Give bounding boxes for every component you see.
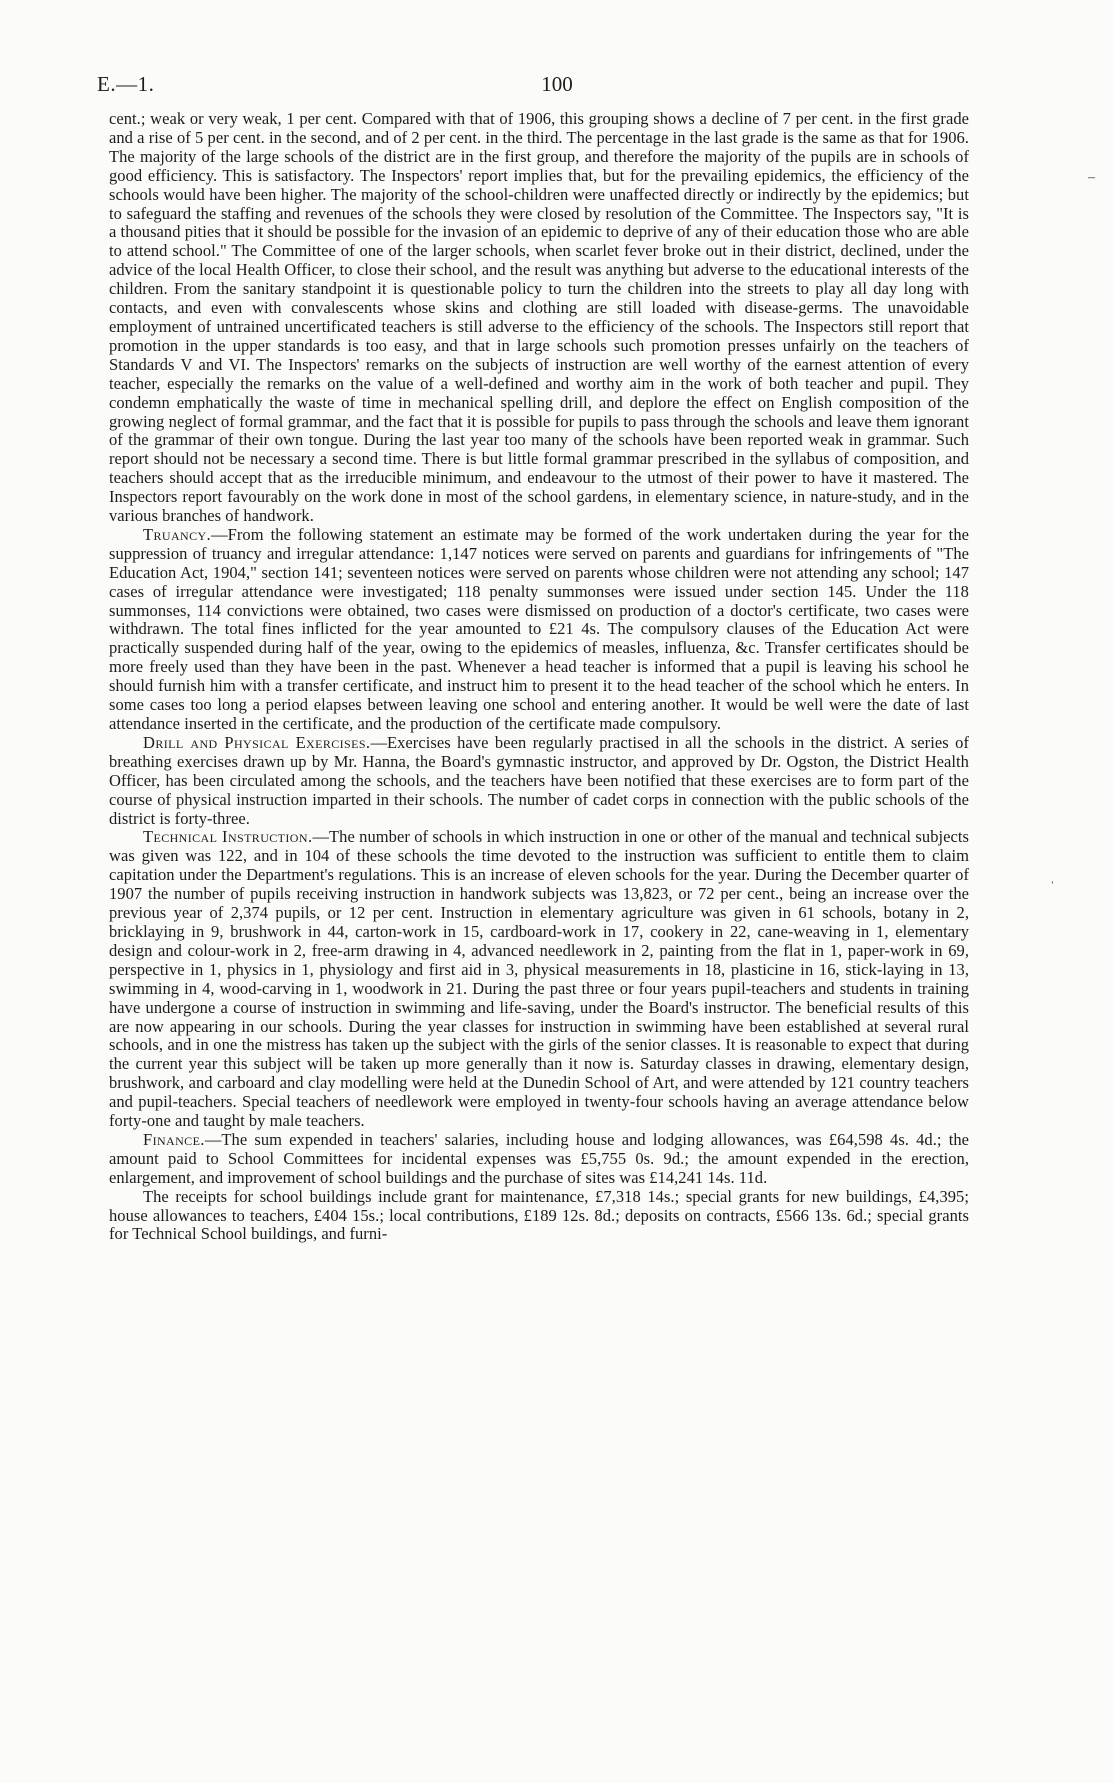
paragraph-technical (109, 828, 969, 1131)
paragraph-text: —The number of schools in which instruction in one or other of the manual and technical subjects was given was 122, and in 104 of these schools the time devoted to the instruction was sufficient to entitle them to claim capitation under the Department's regulations. This is an increase of eleven schools for the year. During the December quarter of 1907 the number of pupils receiving instruction in handwork subjects was 13,823, or 72 per cent., being an increase over the previous year of 2,374 pupils, or 12 per cent. Instruction in elementary agriculture was given in 61 schools, botany in 2, bricklaying in 9, brushwork in 44, carton-work in 15, cardboard-work in 17, cookery in 22, cane-weaving in 1, elementary design and colour-work in 2, free-arm drawing in 4, advanced needlework in 2, painting from the flat in 1, paper-work in 69, perspective in 1, physics in 1, physiology and first aid in 3, physical measurements in 18, plasticine in 16, stick-laying in 13, swimming in 4, wood-carving in 1, woodwork in 21. During the past three or four years pupil-teachers and students in training have undergone a course of instruction in swimming and life-saving, under the Board's instructor. The beneficial results of this are now appearing in our schools. During the year classes for instruction in swimming have been established at several rural schools, and in one the mistress has taken up the subject with the girls of the senior classes. It is reasonable to expect that during the current year this subject will be taken up more generally than it now is. Saturday classes in drawing, elementary design, brushwork, and carboard and clay modelling were held at the Dunedin School of Art, and were attended by 121 country teachers and pupil-teachers. Special teachers of needlework were employed in twenty-four schools having an average attendance below forty-one and taught by male teachers. (109, 827, 969, 1131)
section-heading: Truancy. (143, 524, 212, 544)
paragraph-text: —From the following statement an estimate may be formed of the work undertaken during the year for the suppression of truancy and irregular attendance: 1,147 notices were served on parents and guardians for infringements of "The Education Act, 1904," section 141; seventeen notices were served on parents whose children were not attending any school; 147 cases of irregular attendance were investigated; 118 penalty summonses were issued under section 145. Under the 118 summonses, 114 convictions were obtained, two cases were dismissed on production of a doctor's certificate, two cases were withdrawn. The total fines inflicted for the year amounted to £21 4s. The compulsory clauses of the Education Act were practically suspended during half of the year, owing to the epidemics of measles, influenza, &c. Transfer certificates should be more freely used than they have been in the past. Whenever a head teacher is informed that a pupil is leaving his school he should furnish him with a transfer certificate, and instruct him to present it to the head teacher of the school which he enters. In some cases too long a period elapses between leaving one school and entering another. It would be well were the date of last attendance inserted in the certificate, and the production of the certificate made compulsory. (109, 524, 969, 733)
section-heading: Finance. (143, 1129, 205, 1149)
page-header (97, 72, 1017, 102)
margin-mark: – (1088, 170, 1095, 185)
paragraph-truancy (109, 526, 969, 734)
margin-mark: ˈ (1050, 880, 1055, 895)
section-heading: Technical Instruction. (143, 827, 313, 847)
paragraph-text: cent.; weak or very weak, 1 per cent. Compared with that of 1906, this grouping shows a decline of 7 per cent. in the first grade and a rise of 5 per cent. in the second, and of 2 per cent. in the third. The percentage in the last grade is the same as that for 1906. The majority of the large schools of the district are in the first group, and therefore the majority of the pupils are in schools of good efficiency. This is satisfactory. The Inspectors' report implies that, but for the prevailing epidemics, the efficiency of the schools would have been higher. The majority of the school-children were unaffected directly or indirectly by the epidemics; but to safeguard the staffing and revenues of the schools they were closed by resolution of the Committee. The Inspectors say, "It is a thousand pities that it should be possible for the invasion of an epidemic to deprive of any of their education those who are able to attend school." The Committee of one of the larger schools, when scarlet fever broke out in their district, declined, under the advice of the local Health Officer, to close their school, and the result was anything but adverse to the educational interests of the children. From the sanitary standpoint it is questionable policy to turn the children into the streets to play all day long with contacts, and even with convalescents whose skins and clothing are still loaded with disease-germs. The unavoidable employment of untrained uncertificated teachers is still adverse to the efficiency of the schools. The Inspectors still report that promotion in the upper standards is too easy, and that in large schools such promotion presses unfairly on the teachers of Standards V and VI. The Inspectors' remarks on the subjects of instruction are well worthy of the earnest attention of every teacher, especially the remarks on the value of a well-defined and worthy aim in the work of both teacher and pupil. They condemn emphatically the waste of time in mechanical spelling drill, and deplore the effect on English composition of the growing neglect of formal grammar, and the fact that it is possible for pupils to pass through the schools and leave them ignorant of the grammar of their own tongue. During the last year too many of the schools have been reported weak in grammar. Such report should not be necessary a second time. There is but little formal grammar prescribed in the syllabus of composition, and teachers should accept that as the irreducible minimum, and endeavour to the utmost of their power to have it mastered. The Inspectors report favourably on the work done in most of the school gardens, in elementary science, in nature-study, and in the various branches of handwork. (109, 109, 969, 526)
section-heading: Drill and Physical Exercises. (143, 732, 371, 752)
paragraph-text: —Exercises have been regularly practised in all the schools in the district. A series of breathing exercises drawn up by Mr. Hanna, the Board's gymnastic instructor, and approved by Dr. Ogston, the District Health Officer, has been circulated among the schools, and the teachers have been notified that these exercises are to form part of the course of physical instruction imparted in their schools. The number of cadet corps in connection with the public schools of the district is forty-three. (109, 732, 969, 828)
paragraph-finance (109, 1131, 969, 1188)
document-body (109, 110, 969, 1244)
paragraph-drill (109, 734, 969, 829)
paragraph-receipts (109, 1188, 969, 1245)
paragraph-text: The receipts for school buildings include grant for maintenance, £7,318 14s.; special grants for new buildings, £4,395; house allowances to teachers, £404 15s.; local contributions, £189 12s. 8d.; deposits on contracts, £566 13s. 6d.; special grants for Technical School buildings, and furni- (109, 1186, 969, 1244)
page-number: 100 (541, 72, 573, 96)
paragraph-text: —The sum expended in teachers' salaries, including house and lodging allowances, was £64,598 4s. 4d.; the amount paid to School Committees for incidental expenses was £5,755 0s. 9d.; the amount expended in the erection, enlargement, and improvement of school buildings and the purchase of sites was £14,241 14s. 11d. (109, 1129, 969, 1187)
paragraph-inspection (109, 110, 969, 526)
document-reference: E.—1. (97, 72, 155, 96)
